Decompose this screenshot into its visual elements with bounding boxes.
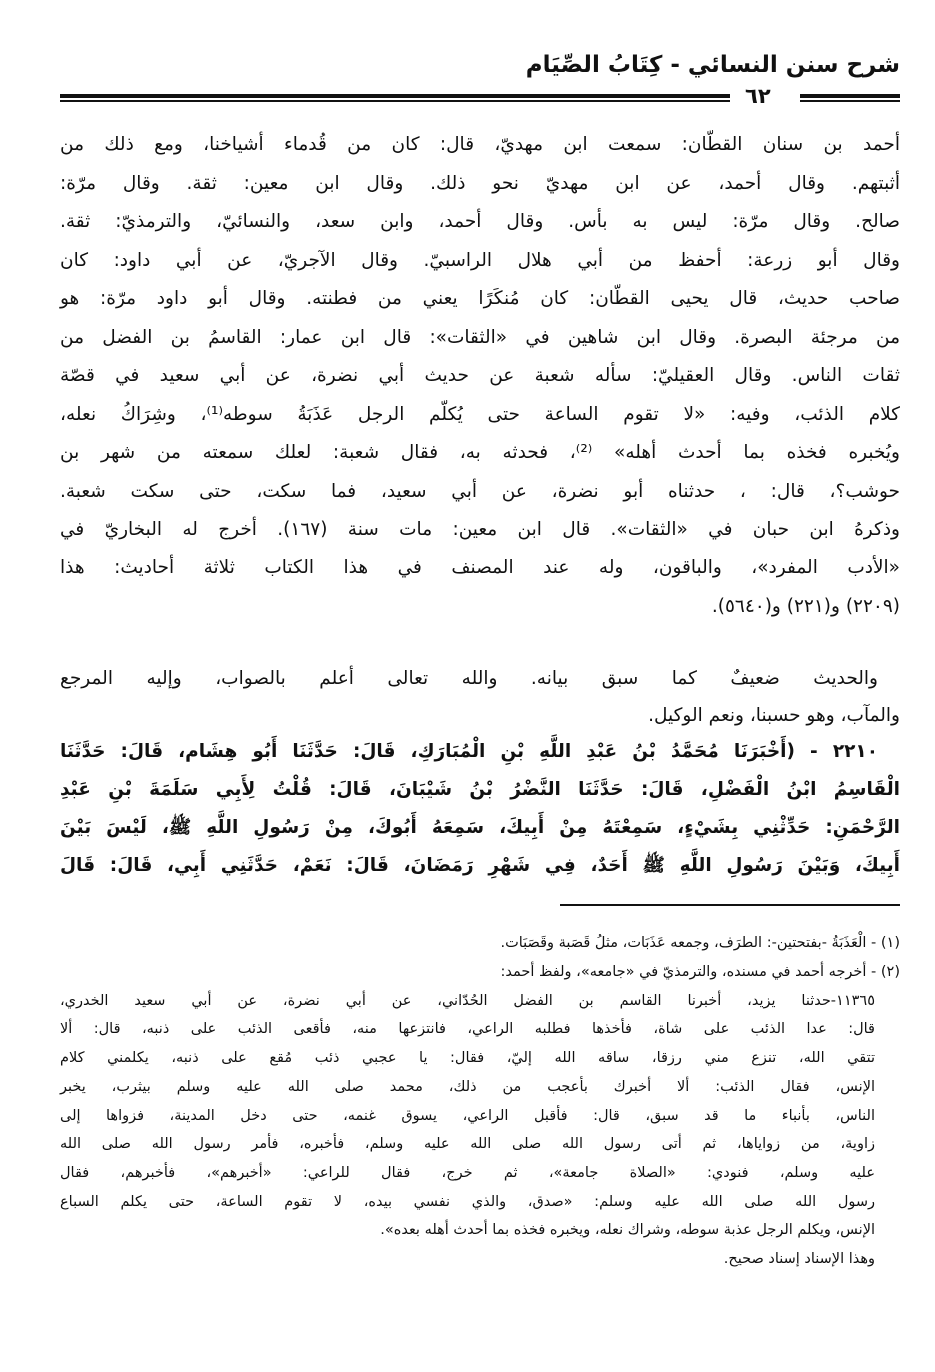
running-title: شرح سنن النسائي - كِتَابُ الصِّيَام [525, 52, 900, 78]
footnote-2: (٢) - أخرجه أحمد في مسنده، والترمذيّ في «جامعه»، ولفظ أحمد: [500, 964, 900, 980]
hadith-line: الْقَاسِمُ ابْنُ الْفَضْلِ، قَالَ: حَدَّثَنَا النَّضْرُ بْنُ شَيْبَانَ، قَالَ: قُلْتُ لِأَبِي سَلَمَةَ بْنِ عَبْدِ [60, 779, 900, 800]
page-number: ٦٢ [745, 84, 771, 108]
text-line: وذكرهُ ابن حبان في «الثقات». قال ابن معين: مات سنة (١٦٧). أخرج له البخاريّ في [60, 519, 900, 540]
footnote-quote-line: الناس، بأنباء ما قد سبق، قال: فأقبل الراعي، يسوق غنمه، حتى دخل المدينة، فزواها إلى [60, 1108, 875, 1124]
footnote-quote-line: قال: عدا الذئب على شاة، فأخذها فطلبه الراعي، فانتزعها منه، فأقعى الذئب على ذنبه، قال: ألا [60, 1021, 875, 1037]
text-line: (٢٢٠٩) و(٢٢١) و(٥٦٤٠). [711, 596, 900, 617]
header-rule [800, 94, 900, 98]
text-line: أحمد بن سنان القطّان: سمعت ابن مهديّ، قال: كان من قُدماء أشياخنا، ومع ذلك من [60, 134, 900, 155]
footnote-quote-line: الإنس، فقال الذئب: ألا أخبرك بأعجب من ذلك، محمد صلى الله عليه وسلم بيثرب، يخبر [60, 1079, 875, 1095]
header-rule [60, 94, 730, 98]
text-line: حوشب؟، قال: ، حدثناه أبو نضرة، عن أبي سعيد، فما سكت، حتى سكت شعبة. [60, 481, 900, 502]
footnote-quote-line: الإنس، ويكلم الرجل عذبة سوطه، وشراك نعله، ويخبره فخذه بما أحدث أهله بعده». [380, 1222, 875, 1238]
footnote-quote-line: رسول الله صلى الله عليه وسلم: «صدق، والذي نفسي بيده، لا تقوم الساعة، حتى يكلم السباع [60, 1194, 875, 1210]
text-line: من مرجئة البصرة. وقال ابن شاهين في «الثقات»: قال ابن عمار: القاسمُ بن الفضل من [60, 327, 900, 348]
conclusion-line: والحديث ضعيفٌ كما سبق بيانه. والله تعالى أعلم بالصواب، وإليه المرجع [60, 668, 878, 689]
text-line: «الأدب المفرد»، والباقون، وله عند المصنف في هذا الكتاب ثلاثة أحاديث: هذا [60, 557, 900, 578]
footnote-1: (١) - الْعَذَبَةُ -بفتحتين-: الطرَف، وجمعه عَذَبَات، مثلُ قَصَبة وقَصَبَات. [500, 935, 900, 951]
text-line: وقال أبو زرعة: أحفظ من أبي هلال الراسبيّ. وقال الآجريّ، عن أبي داود: كان [60, 250, 900, 271]
footnote-quote-line: ١١٣٦٥-حدثنا يزيد، أخبرنا القاسم بن الفضل الحُدّاني، عن أبي نضرة، عن أبي سعيد الخدري، [60, 993, 875, 1009]
hadith-line: الرَّحْمَنِ: حَدِّثْنِي بِشَيْءٍ، سَمِعْتَهُ مِنْ أَبِيكَ، سَمِعَهُ أَبُوكَ، مِنْ رَسُولِ اللَّهِ ﷺ، لَيْسَ بَيْنَ [60, 817, 900, 838]
footnote-quote-line: وهذا الإسناد إسناد صحيح. [723, 1251, 875, 1267]
header-rule [60, 100, 730, 102]
header-rule [800, 100, 900, 102]
footnote-quote-line: عليه وسلم، فنودي: «الصلاة جامعة»، ثم خرج، فقال للراعي: «أخبرهم»، فأخبرهم، فقال [60, 1165, 875, 1181]
footnote-divider [560, 904, 900, 906]
text-line: صاحب حديث، قال يحيى القطّان: كان مُنكَرًا يعني من فطنته. وقال أبو داود مرّة: هو [60, 288, 900, 309]
conclusion-line: والمآب، وهو حسبنا، ونعم الوكيل. [648, 705, 900, 726]
hadith-line: أَبِيكَ، وَبَيْنَ رَسُولِ اللَّهِ ﷺ أَحَدٌ، فِي شَهْرِ رَمَضَانَ، قَالَ: نَعَمْ، حَدَّثَنِي أَبِي، قَالَ: قَالَ [60, 855, 900, 876]
text-line: ويُخبره فخذه بما أحدث أهله» ⁽²⁾، فحدثه به، فقال شعبة: لعلك سمعته من شهر بن [60, 442, 900, 463]
hadith-line: ٢٢١٠ - (أَخْبَرَنَا مُحَمَّدُ بْنُ عَبْدِ اللَّهِ بْنِ الْمُبَارَكِ، قَالَ: حَدَّثَنَا أَبُو هِشَام، قَالَ: حَدَّثَنَا [60, 741, 878, 762]
text-line: صالح. وقال مرّة: ليس به بأس. وقال أحمد، وابن سعد، والنسائيّ، والترمذيّ: ثقة. [60, 211, 900, 232]
footnote-quote-line: تتقي الله، تنزع مني رزقا، ساقه الله إليّ، فقال: يا عجبي ذئب مُقع على ذنبه، يكلمني كلام [60, 1050, 875, 1066]
text-line: أثبتهم. وقال أحمد، عن ابن مهديّ نحو ذلك. وقال ابن معين: ثقة. وقال مرّة: [60, 173, 900, 194]
text-line: كلام الذئب، وفيه: «لا تقوم الساعة حتى يُكلّم الرجل عَذَبَةُ سوطه⁽¹⁾، وشِرَاكُ نعله، [60, 404, 900, 425]
footnote-quote-line: زاوية، من زواياها، ثم أتى رسول الله صلى الله عليه وسلم، فأخبره، فأمر رسول الله صلى الله [60, 1136, 875, 1152]
text-line: ثقات الناس. وقال العقيليّ: سأله شعبة عن حديث أبي نضرة، عن أبي سعيد في قصّة [60, 365, 900, 386]
